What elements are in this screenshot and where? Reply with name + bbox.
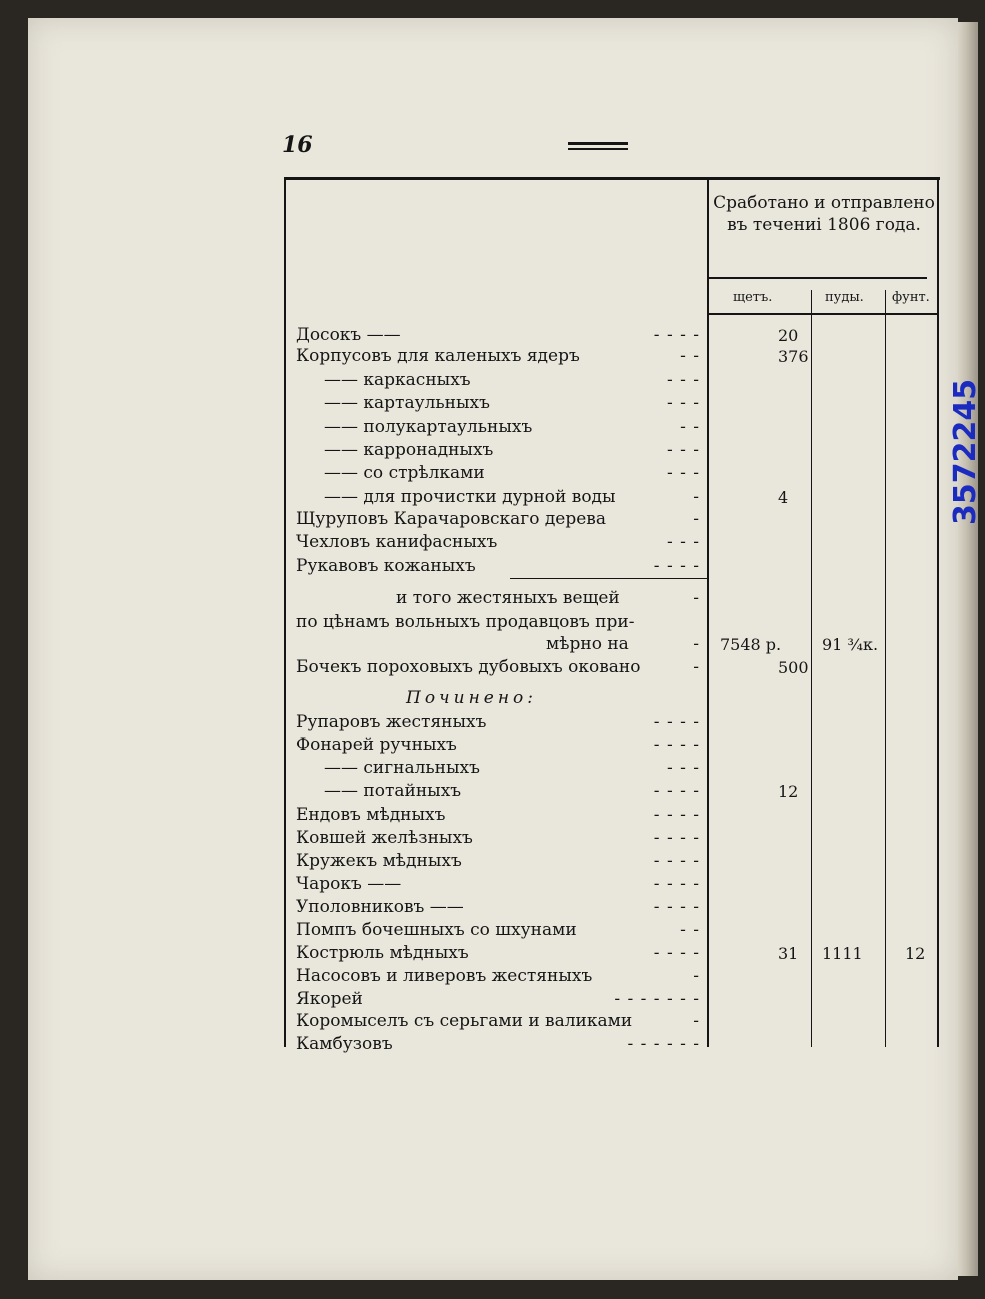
table-row: [296, 828, 700, 851]
table-row: [296, 556, 700, 579]
row-label: —— для прочистки дурной воды: [324, 487, 616, 507]
table-row: [296, 897, 700, 920]
row-value-val1: 12: [778, 782, 799, 801]
row-leader-dashes: -: [693, 1011, 700, 1031]
row-label: —— каркасныхъ: [324, 370, 471, 390]
table-right-border: [937, 177, 939, 1047]
page-number: 16: [282, 132, 313, 158]
row-value-val1: 20: [778, 326, 799, 345]
table-row: [296, 509, 700, 532]
table-row: [296, 1034, 700, 1057]
row-label: Корпусовъ для каленыхъ ядеръ: [296, 346, 580, 366]
row-leader-dashes: - - - -: [653, 874, 700, 894]
row-value-val1: 4: [778, 488, 789, 507]
row-label: по цѣнамъ вольныхъ продавцовъ при-: [296, 612, 635, 632]
table-row: [296, 487, 700, 510]
ornament-rule-top: [568, 142, 628, 145]
table-row: [296, 588, 700, 611]
column-header-shchet: щетъ.: [733, 290, 773, 305]
column-divider-2: [885, 290, 886, 1047]
column-header-funt: фунт.: [892, 290, 930, 305]
row-label: —— полукартаульныхъ: [324, 417, 533, 437]
row-label: Досокъ ——: [296, 325, 401, 345]
table-row: [296, 325, 700, 348]
row-leader-dashes: - - - -: [653, 712, 700, 732]
row-leader-dashes: -: [693, 657, 700, 677]
row-label: Помпъ бочешныхъ со шхунами: [296, 920, 577, 940]
row-leader-dashes: - - - -: [653, 897, 700, 917]
row-leader-dashes: - -: [680, 346, 700, 366]
row-label: Насосовъ и ливеровъ жестяныхъ: [296, 966, 593, 986]
table-row: [296, 851, 700, 874]
row-label: Уполовниковъ ——: [296, 897, 464, 917]
row-label: Щуруповъ Карачаровскаго дерева: [296, 509, 607, 529]
table-row: [296, 758, 700, 781]
row-leader-dashes: -: [693, 487, 700, 507]
row-leader-dashes: - - - -: [653, 556, 700, 576]
row-leader-dashes: -: [693, 966, 700, 986]
row-label: мѣрно на: [546, 634, 629, 654]
row-label: Кружекъ мѣдныхъ: [296, 851, 462, 871]
row-value-val2: 91 ¾к.: [822, 635, 879, 654]
row-leader-dashes: - - - - - -: [627, 1034, 700, 1054]
row-label: —— сигнальныхъ: [324, 758, 480, 778]
table-row: [296, 735, 700, 758]
table-row: [296, 463, 700, 486]
row-value-val1: 500: [778, 658, 809, 677]
row-leader-dashes: - - - -: [653, 805, 700, 825]
row-leader-dashes: - - - -: [653, 781, 700, 801]
row-value-val1: 376: [778, 347, 809, 366]
ornament-rule-bottom: [568, 148, 628, 150]
inventory-stamp: 3572245: [948, 378, 983, 525]
row-label: Рукавовъ кожаныхъ: [296, 556, 476, 576]
row-leader-dashes: -: [693, 634, 700, 654]
row-label: —— потайныхъ: [324, 781, 462, 801]
row-leader-dashes: - -: [680, 417, 700, 437]
row-leader-dashes: - - -: [666, 758, 700, 778]
table-row: [296, 712, 700, 735]
column-divider-1: [811, 290, 812, 1047]
row-leader-dashes: - - - -: [653, 325, 700, 345]
row-leader-dashes: - - - -: [653, 828, 700, 848]
row-leader-dashes: - - -: [666, 532, 700, 552]
header-rule: [709, 277, 927, 279]
table-row: [296, 943, 700, 966]
row-label: Рупаровъ жестяныхъ: [296, 712, 487, 732]
row-label: Фонарей ручныхъ: [296, 735, 457, 755]
table-row: [296, 1011, 700, 1034]
table-row: [296, 634, 700, 657]
table-row: [296, 688, 700, 711]
row-label: —— со стрѣлками: [324, 463, 485, 483]
table-left-border: [284, 177, 286, 1047]
row-label: Чехловъ канифасныхъ: [296, 532, 498, 552]
table-row: [296, 874, 700, 897]
row-leader-dashes: -: [693, 509, 700, 529]
table-row: [296, 920, 700, 943]
row-leader-dashes: - - - -: [653, 943, 700, 963]
row-label: Чарокъ ——: [296, 874, 402, 894]
row-label: Коромыселъ съ серьгами и валиками: [296, 1011, 633, 1031]
row-label: и того жестяныхъ вещей: [396, 588, 620, 608]
row-label: Кострюль мѣдныхъ: [296, 943, 469, 963]
table-row: [296, 657, 700, 680]
page-edge: [958, 22, 978, 1276]
row-leader-dashes: - - -: [666, 440, 700, 460]
row-leader-dashes: - - - - - - -: [614, 989, 700, 1009]
table-divider: [707, 177, 709, 1047]
row-leader-dashes: - -: [680, 920, 700, 940]
table-row: [296, 805, 700, 828]
row-label: Бочекъ пороховыхъ дубовыхъ оковано: [296, 657, 641, 677]
column-header-rule: [709, 313, 939, 315]
table-row: [296, 966, 700, 989]
row-label: Камбузовъ: [296, 1034, 393, 1054]
row-leader-dashes: - - -: [666, 393, 700, 413]
row-value-val1: 31: [778, 944, 799, 963]
table-row: [296, 440, 700, 463]
row-label: —— картаульныхъ: [324, 393, 490, 413]
table-row: [296, 532, 700, 555]
row-label: —— карронадныхъ: [324, 440, 494, 460]
column-header-pudy: пуды.: [825, 290, 864, 305]
row-leader-dashes: - - -: [666, 370, 700, 390]
row-leader-dashes: - - - -: [653, 735, 700, 755]
table-row: [296, 612, 700, 635]
table-row: [296, 370, 700, 393]
table-header: Сработано и отправлено въ течениі 1806 года.: [713, 193, 935, 235]
row-leader-dashes: -: [693, 588, 700, 608]
row-label: Ендовъ мѣдныхъ: [296, 805, 446, 825]
row-label: Починено:: [406, 688, 538, 708]
row-label: Якорей: [296, 989, 363, 1009]
row-leader-dashes: - - -: [666, 463, 700, 483]
table-row: [296, 989, 700, 1012]
row-value-val2: 1111: [822, 944, 863, 963]
row-value-val1: 7548 р.: [720, 635, 782, 654]
row-value-val3: 12: [905, 944, 926, 963]
table-row: [296, 417, 700, 440]
table-row: [296, 393, 700, 416]
row-label: Ковшей желѣзныхъ: [296, 828, 473, 848]
row-leader-dashes: - - - -: [653, 851, 700, 871]
table-row: [296, 346, 700, 369]
table-row: [296, 781, 700, 804]
table-top-border: [284, 177, 940, 180]
